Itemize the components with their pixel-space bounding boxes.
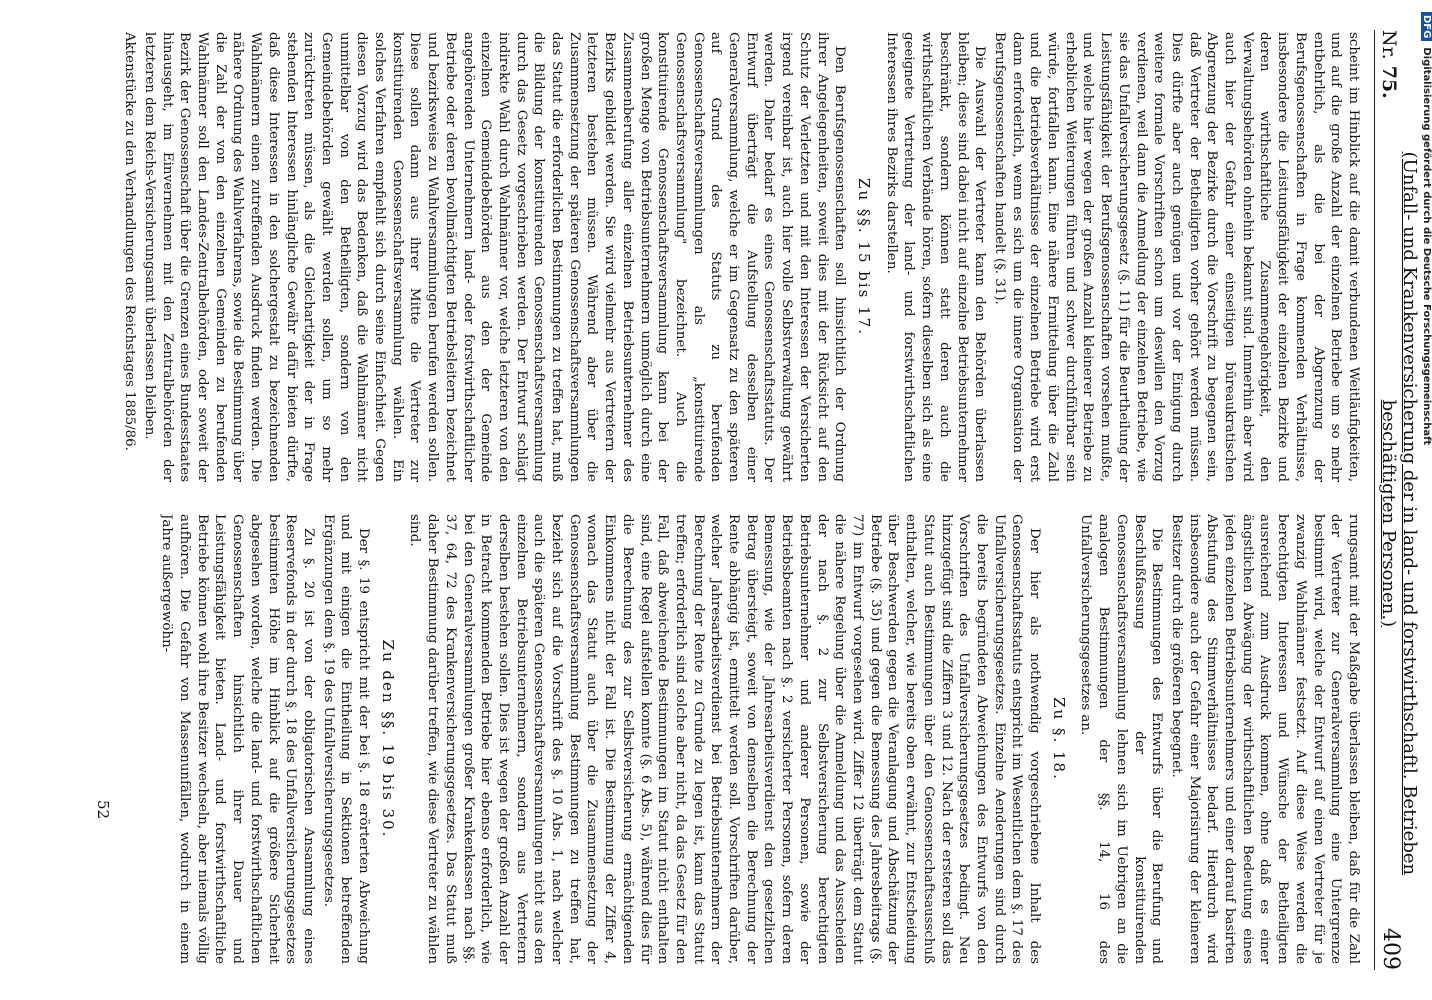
section-heading: Zu §. 18. bbox=[1049, 697, 1068, 781]
sheet-number: 52 bbox=[94, 800, 112, 820]
digitization-watermark bbox=[1418, 0, 1432, 1000]
paragraph: rungsamt mit der Maßgabe überlassen bleiben, daß für die Zahl der Vertreter zur Generalversammlung eine Untergrenze bestimmt wird, welche der Entwurf auf einen Vertreter für je zwanzig Wahlmänner festsetzt. Auf diese Weise werden die berechtigten Interessen und Wünsche der Betheiligten ausreichend zum Ausdruck kommen, ohne daß es einer ängstlichen Abwägung der wirthschaftlichen Bedeutung eines jeden einzelnen Betriebsunternehmers und einer darauf basirten Abstufung des Stimmverhältnisses bedarf. Hierdurch wird insbesondere auch der Gefahr einer Majorisirung der kleineren Besitzer durch die größeren begegnet. bbox=[1168, 514, 1361, 964]
running-title: (Unfall- und Krankenversicherung der in land- und forstwirthschaftl. Betrieben beschäftigten Personen.) bbox=[1378, 151, 1420, 876]
issue-number-value: 75. bbox=[1378, 65, 1400, 99]
section-heading: Zu §§. 15 bis 17. bbox=[855, 178, 874, 336]
paragraph: Zu §. 20 ist von der obligatorischen Ansammlung eines Reservefonds in der durch §. 18 des Unfallversicherungsgesetzes bestimmten Höhe im Hinblick auf die größere Sicherheit abgesehen worden, welche die land- und forstwirthschaftlichen Genossenschaften hinsichtlich ihrer Dauer und Leistungsfähigkeit bieten. Land- und forstwirthschaftliche Betriebe können wohl ihre Besitzer wechseln, aber niemals völlig aufhören. Die Gefahr von Massenunfällen, wodurch in einem Jahre außergewöhn- bbox=[159, 514, 316, 964]
issue-prefix: Nr. bbox=[1378, 30, 1400, 60]
watermark-text-row bbox=[1418, 0, 1432, 1000]
issue-number bbox=[1378, 30, 1400, 99]
section-heading: Zu den §§. 19 bis 30. bbox=[378, 639, 397, 839]
page-number: 409 bbox=[1378, 928, 1403, 970]
paragraph: Die Bestimmungen des Entwurfs über die Berufung und Beschlußfassung der konstituirenden Genossenschaftsversammlung lehnen sich im Uebrigen an die analogen Bestimmungen der §§. 14, 16 des Unfallversicherungsgesetzes an. bbox=[1078, 514, 1165, 964]
left-column bbox=[112, 32, 1362, 482]
paragraph: Der §. 19 entspricht mit der bei §. 18 erörterten Abweichung und mit einigen die Eintheilung in Sektionen betreffenden Ergänzungen dem §. 19 des Unfallversicherungsgesetzes. bbox=[320, 514, 372, 964]
paragraph: scheint im Hinblick auf die damit verbundenen Weitläufigkeiten, und auf die große Anzahl der einzelnen Betriebe um so mehr entbehrlich, als die bei der Abgrenzung der Berufsgenossenschaften in Frage kommenden Verhältnisse, insbesondere die Leistungsfähigkeit der einzelnen Bezirke und deren wirthschaftliche Zusammengehörigkeit, den Verwaltungsbehörden ohnehin bekannt sind. Immerhin aber wird auch hier der Gefahr einer einseitigen büreaukratischen Abgrenzung der Bezirke durch die Vorschrift zu begegnen sein, daß Vertreter der Betheiligten vorher gehört werden müssen. Dies dürfte aber auch genügen und vor der Einigung durch weitere formale Vorschriften schon um deswillen den Vorzug verdienen, weil dann die Anmeldung der einzelnen Betriebe, wie sie das Unfallversicherungsgesetz (§. 11) für die Beurtheilung der Leistungsfähigkeit der Berufsgenossenschaften vorsehen mußte, und welche hier wegen der großen Anzahl kleinerer Betriebe zu erheblichen Weiterungen führen und schwer durchführbar sein würde, fortfallen kann. Eine nähere Ermittelung über die Zahl und die Betriebsverhältnisse der einzelnen Betriebe wird erst dann erforderlich, wenn es sich um die innere Organisation der Berufsgenossenschaften handelt (§. 31). bbox=[991, 32, 1361, 482]
watermark-text: Digitalisierung gefördert durch die Deutsche Forschungsgemeinschaft bbox=[1421, 47, 1432, 446]
page-header bbox=[1374, 30, 1420, 970]
paragraph: Der hier als nothwendig vorgeschriebene Inhalt des Genossenschaftsstatuts entspricht im Wesentlichen dem §. 17 des Unfallversicherungsgesetzes. Einzelne Aenderungen sind durch die bereits begründeten Abweichungen des Entwurfs von den Vorschriften des Unfallversicherungsgesetzes bedingt. Neu hinzugefügt sind die Ziffern 3 und 12. Nach der ersteren soll das Statut auch Bestimmungen über den Genossenschaftsausschuß enthalten, welcher, wie bereits oben erwähnt, zur Entscheidung über Beschwerden gegen die Veranlagung und Abschätzung der Betriebe (§. 35) und gegen die Bemessung des Jahresbeitrags (§. 77) im Entwurf vorgesehen wird. Ziffer 12 überträgt dem Statut die nähere Regelung über die Anmeldung und das Ausscheiden der nach §. 2 zur Selbstversicherung berechtigten Betriebsunternehmer und anderer Personen, sowie der Betriebsbeamten nach §. 2 versicherter Personen, sofern deren Bemessung, wie der Jahresarbeitsverdienst den gesetzlichen Betrag übersteigt, soweit von demselben die Berechnung der Rente abhängig ist, ermittelt werden soll. Vorschriften darüber, welcher Jahresarbeitsverdienst bei Betriebsunternehmern der Berechnung der Rente zu Grunde zu legen ist, kann das Statut treffen; erforderlich sind solche aber nicht, da das Gesetz für den Fall, daß abweichende Bestimmungen im Statut nicht enthalten sind, eine Regel aufstellen konnte (§. 6 Abs. 5), während dies für die Berechnung des zur Selbstversicherung ermächtigenden Einkommens nicht der Fall ist. Die Bestimmung der Ziffer 4, wonach das Statut auch über die Zusammensetzung der Genossenschaftsversammlung Bestimmungen zu treffen hat, bezieht sich auf die Vorschrift des §. 10 Abs. 1, nach welcher auch die späteren Genossenschaftsversammlungen nicht aus den einzelnen Betriebsunternehmern, sondern aus Vertretern derselben bestehen sollen. Dies ist wegen der großen Anzahl der in Betracht kommenden Betriebe hier ebenso erforderlich, wie bei den Generalversammlungen großer Krankenkassen nach §§. 37, 64, 72 des Krankenversicherungsgesetzes. Das Statut muß daher Bestimmung darüber treffen, wie diese Vertreter zu wählen sind. bbox=[407, 514, 1043, 964]
paragraph: Den Berufsgenossenschaften soll hinsichtlich der Ordnung ihrer Angelegenheiten, soweit dies mit der Rücksicht auf den Schutz der Verletzten und mit den Interessen der Versicherten irgend vereinbar ist, auch hier volle Selbstverwaltung gewährt werden. Daher bedarf es eines Genossenschaftsstatuts. Der Entwurf überträgt die Aufstellung desselben einer Generalversammlung, welche er im Gegensatz zu den späteren auf Grund des Statuts zu berufenden Genossenschaftsversammlungen als „konstituirende Genossenschaftsversammlung" bezeichnet. Auch die konstituirende Genossenschaftsversammlung kann bei der großen Menge von Betriebsunternehmern unmöglich durch eine Zusammenberufung aller einzelnen Betriebsunternehmer des Bezirks gebildet werden. Sie wird vielmehr aus Vertretern der letzteren bestehen müssen. Während aber über die Zusammensetzung der späteren Genossenschaftsversammlungen das Statut die erforderlichen Bestimmungen zu treffen hat, muß die Bildung der konstituirenden Genossenschaftsversammlung durch das Gesetz vorgeschrieben werden. Der Entwurf schlägt indirekte Wahl durch Wahlmänner vor, welche letzteren von den einzelnen Gemeindebehörden aus den der Gemeinde angehörenden Unternehmern land- oder forstwirthschaftlicher Betriebe oder deren bevollmächtigten Betriebsleitern bezeichnet und bezirksweise zu Wahlversammlungen berufen werden sollen. Diese sollen dann aus ihrer Mitte die Vertreter zur konstituirenden Genossenschaftsversammlung wählen. Ein solches Verfahren empfiehlt sich durch seine Einfachheit. Gegen diesen Vorzug wird das Bedenken, daß die Wahlmänner nicht unmittelbar von den Betheiligten, sondern von den Gemeindebehörden gewählt werden sollen, um so mehr zurücktreten müssen, als die Gleichartigkeit der in Frage stehenden Interessen hinlängliche Gewähr dafür bieten dürfte, daß diese Interessen in den solchergestalt zu bezeichnenden Wahlmännern einen zutreffenden Ausdruck finden werden. Die nähere Ordnung des Wahlverfahrens, sowie die Bestimmung über die Zahl der von den einzelnen Gemeinden zu berufenden Wahlmänner soll den Landes-Zentralbehörden, oder soweit der Bezirk der Genossenschaft über die Grenzen eines Bundesstaates hinausgeht, im Einvernehmen mit den Zentralbehörden der letzteren dem Reichs-Versicherungsamt überlassen bleiben. bbox=[141, 32, 848, 482]
right-column bbox=[112, 514, 1362, 964]
dfg-logo: DFG bbox=[1421, 12, 1432, 41]
paragraph: Die Auswahl der Vertreter kann den Behörden überlassen bleiben; diese sind dabei nicht auf einzelne Betriebsunternehmer beschränkt, sondern können statt deren auch die wirthschaftlichen Verbände hören, sofern dieselben sich als eine geeignete Vertretung der land- und forstwirthschaftlichen Interessen ihres Bezirks darstellen. bbox=[883, 32, 988, 482]
footer-line: Aktenstücke zu den Verhandlungen des Reichstages 1885/86. bbox=[122, 32, 138, 451]
